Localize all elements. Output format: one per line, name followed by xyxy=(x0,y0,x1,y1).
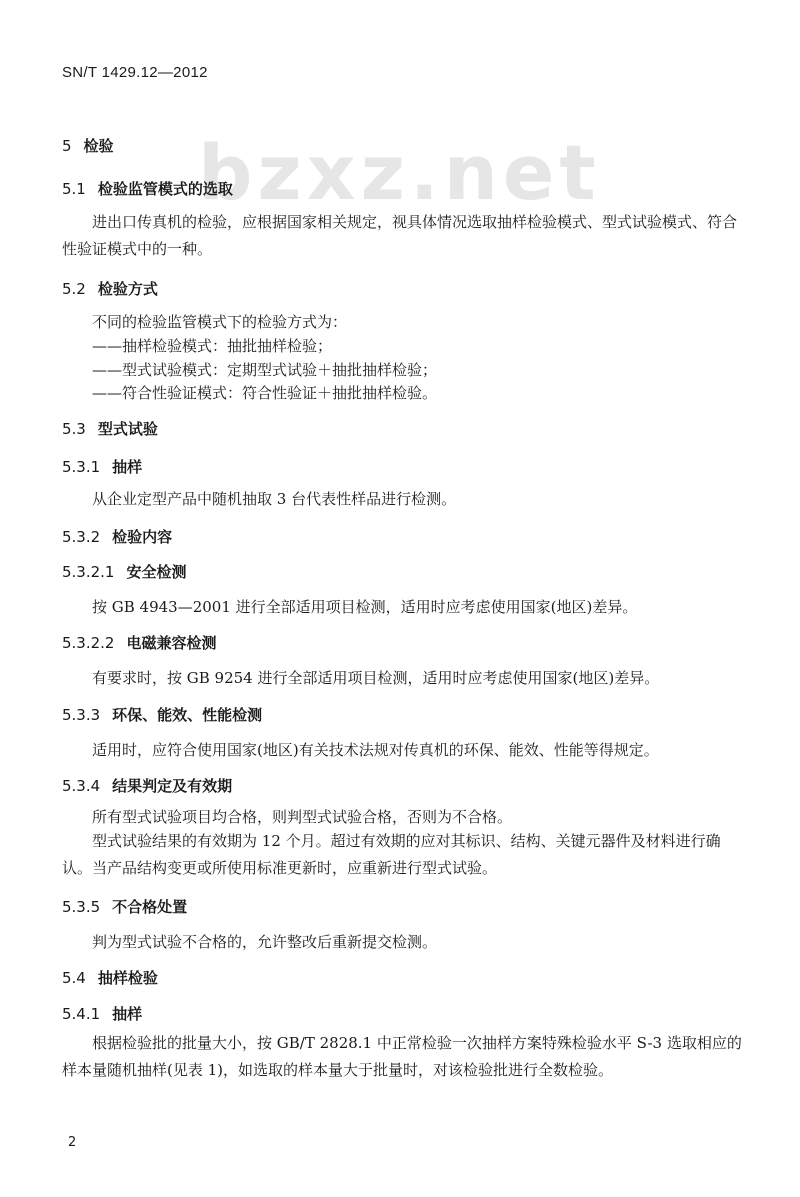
section-title: 抽样检验 xyxy=(97,969,158,987)
section-title: 检验 xyxy=(83,137,114,155)
paragraph-5-3-2-2: 有要求时，按 GB 9254 进行全部适用项目检测，适用时应考虑使用国家(地区)差异。 xyxy=(92,669,660,687)
section-number: 5.2 xyxy=(62,280,86,298)
section-title: 抽样 xyxy=(112,1005,143,1023)
paragraph-5-3-4-b: 型式试验结果的有效期为 12 个月。超过有效期的应对其标识、结构、关键元器件及材料进行确认。当产品结构变更或所使用标准更新时，应重新进行型式试验。 xyxy=(62,832,721,877)
heading-5-3-3 xyxy=(62,704,262,725)
section-number: 5.3.4 xyxy=(62,777,101,795)
section-title: 检验方式 xyxy=(97,280,158,298)
paragraph-5-1: 进出口传真机的检验，应根据国家相关规定，视具体情况选取抽样检验模式、型式试验模式、符合性验证模式中的一种。 xyxy=(62,213,738,258)
heading-5-3 xyxy=(62,418,158,439)
list-item: ——抽样检验模式：抽批抽样检验； xyxy=(92,337,333,355)
paragraph-5-3-1: 从企业定型产品中随机抽取 3 台代表性样品进行检测。 xyxy=(92,490,457,508)
section-number: 5.3.2 xyxy=(62,528,101,546)
heading-5-4 xyxy=(62,967,158,988)
list-item: ——符合性验证模式：符合性验证＋抽批抽样检验。 xyxy=(92,384,438,402)
section-title: 环保、能效、性能检测 xyxy=(112,706,263,724)
section-number: 5.3.2.2 xyxy=(62,634,115,652)
section-number: 5.3.2.1 xyxy=(62,563,115,581)
section-number: 5.3.3 xyxy=(62,706,101,724)
section-title: 检验内容 xyxy=(112,528,173,546)
section-number: 5.4 xyxy=(62,969,86,987)
section-number: 5.3.1 xyxy=(62,458,101,476)
watermark: bzxz.net xyxy=(198,128,601,217)
section-title: 检验监管模式的选取 xyxy=(97,180,233,198)
heading-5-2 xyxy=(62,278,158,299)
paragraph-5-3-5: 判为型式试验不合格的，允许整改后重新提交检测。 xyxy=(92,933,438,951)
section-number: 5.3.5 xyxy=(62,898,101,916)
section-title: 结果判定及有效期 xyxy=(112,777,233,795)
heading-5-1 xyxy=(62,178,233,199)
heading-5-4-1 xyxy=(62,1003,142,1024)
heading-5-3-5 xyxy=(62,896,187,917)
page-number: 2 xyxy=(68,1135,77,1150)
section-title: 电磁兼容检测 xyxy=(126,634,217,652)
paragraph-5-3-3: 适用时，应符合使用国家(地区)有关技术法规对传真机的环保、能效、性能等得规定。 xyxy=(92,741,659,759)
section-number: 5.1 xyxy=(62,180,86,198)
section-number: 5.4.1 xyxy=(62,1005,101,1023)
section-title: 抽样 xyxy=(112,458,143,476)
paragraph-5-2-intro: 不同的检验监管模式下的检验方式为： xyxy=(92,313,348,331)
paragraph-5-4-1: 根据检验批的批量大小，按 GB/T 2828.1 中正常检验一次抽样方案特殊检验水平 S-3 选取相应的样本量随机抽样(见表 1)，如选取的样本量大于批量时，对该检验批进行全数检验。 xyxy=(62,1034,742,1079)
heading-5-3-2 xyxy=(62,526,172,547)
section-title: 安全检测 xyxy=(126,563,187,581)
heading-5 xyxy=(62,135,114,156)
section-title: 不合格处置 xyxy=(112,898,188,916)
heading-5-3-4 xyxy=(62,775,232,796)
section-title: 型式试验 xyxy=(97,420,158,438)
section-number: 5 xyxy=(62,137,72,155)
section-number: 5.3 xyxy=(62,420,86,438)
paragraph-5-3-2-1: 按 GB 4943—2001 进行全部适用项目检测，适用时应考虑使用国家(地区)差异。 xyxy=(92,598,638,616)
heading-5-3-1 xyxy=(62,456,142,477)
list-item: ——型式试验模式：定期型式试验＋抽批抽样检验； xyxy=(92,361,438,379)
heading-5-3-2-1 xyxy=(62,561,187,582)
heading-5-3-2-2 xyxy=(62,632,217,653)
paragraph-5-3-4-a: 所有型式试验项目均合格，则判型式试验合格，否则为不合格。 xyxy=(92,808,513,826)
document-number: SN/T 1429.12—2012 xyxy=(62,64,208,81)
